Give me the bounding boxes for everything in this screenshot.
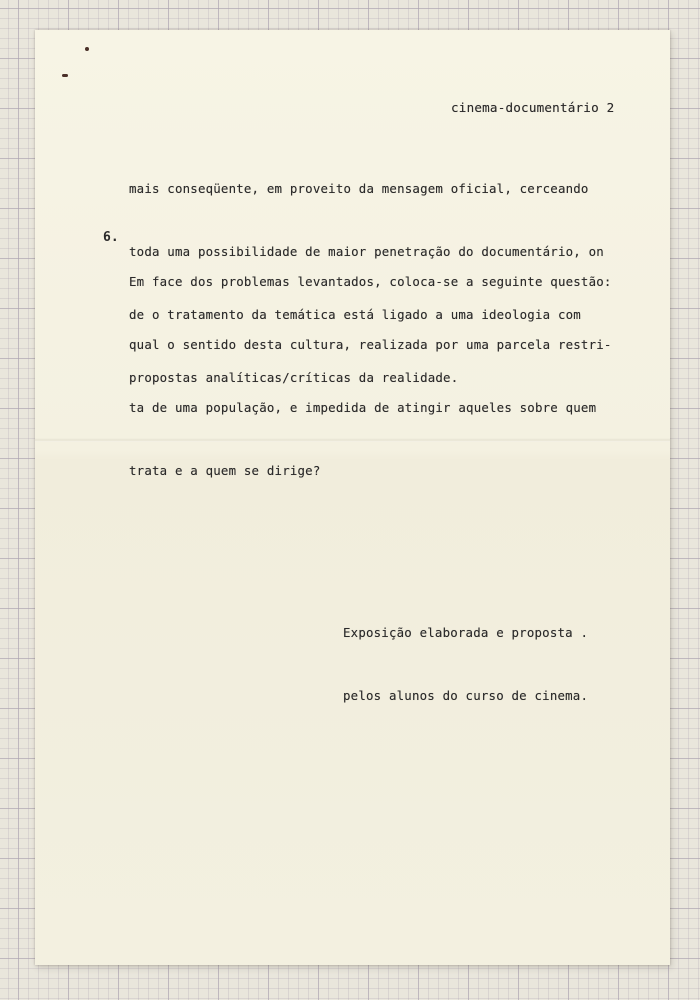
text-line: toda uma possibilidade de maior penetração do documentário, on xyxy=(129,244,604,259)
text-line: trata e a quem se dirige? xyxy=(129,463,321,478)
text-line: Exposição elaborada e proposta . xyxy=(343,625,589,640)
item-number: 6. xyxy=(103,230,119,245)
text-line: de o tratamento da temática está ligado a uma ideologia com xyxy=(129,307,581,322)
typewritten-sheet xyxy=(35,30,670,965)
item-6-text xyxy=(129,229,612,523)
ink-spot xyxy=(62,74,68,77)
closing-note xyxy=(343,580,588,748)
page-header: cinema-documentário 2 xyxy=(451,100,615,115)
text-line: qual o sentido desta cultura, realizada por uma parcela restri- xyxy=(129,337,612,352)
text-line: mais conseqüente, em proveito da mensagem oficial, cerceando xyxy=(129,181,589,196)
text-line: ta de uma população, e impedida de atingir aqueles sobre quem xyxy=(129,400,597,415)
ink-spot xyxy=(85,47,89,51)
text-line: Em face dos problemas levantados, coloca-se a seguinte questão: xyxy=(129,274,612,289)
text-line: pelos alunos do curso de cinema. xyxy=(343,688,589,703)
text-line: propostas analíticas/críticas da realidade. xyxy=(129,370,459,385)
